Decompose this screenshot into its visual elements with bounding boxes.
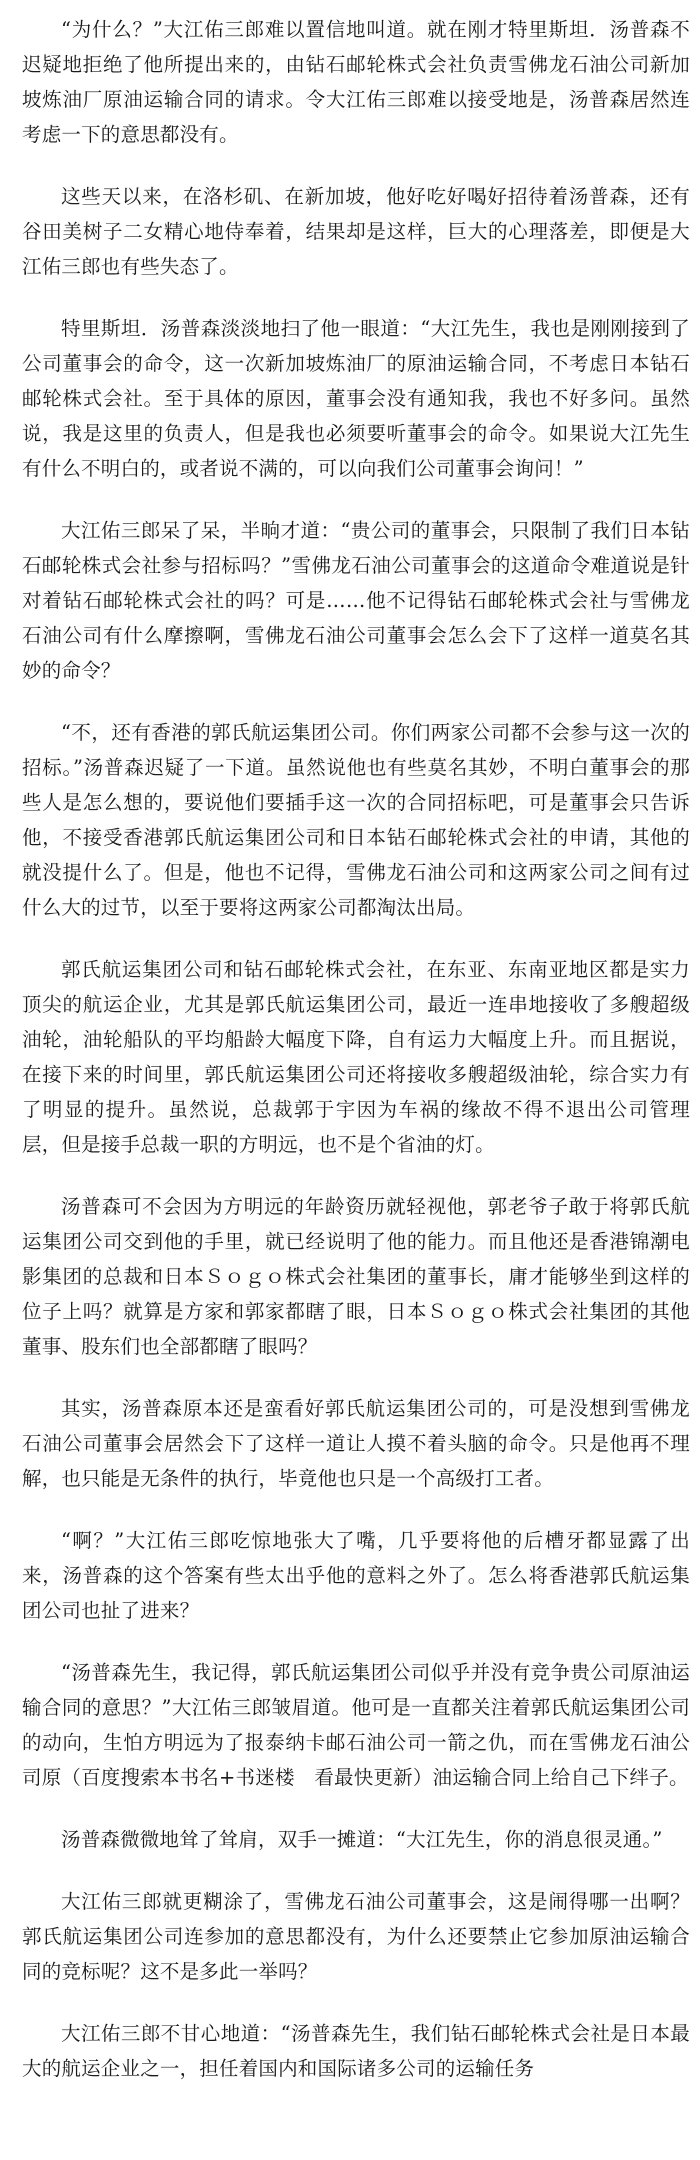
paragraph-3: 特里斯坦．汤普森淡淡地扫了他一眼道：“大江先生，我也是刚刚接到了公司董事会的命令，这一次新加坡炼油厂的原油运输合同，不考虑日本钻石邮轮株式会社。至于具体的原因，董事会没有通知我，我也不好多问。虽然说，我是这里的负责人，但是我也必须要听董事会的命令。如果说大江先生有什么不明白的，或者说不满的，可以向我们公司董事会询问！” — [22, 317, 690, 480]
paragraph-10: “汤普森先生，我记得，郭氏航运集团公司似乎并没有竞争贵公司原油运输合同的意思？”大江佑三郎皱眉道。他可是一直都关注着郭氏航运集团公司的动向，生怕方明远为了报泰纳卡邮石油公司一箭之仇，而在雪佛龙石油公司原（百度搜索本书名+书迷楼 看最快更新）油运输合同上给自己下绊子。 — [22, 1661, 690, 1789]
paragraph-5: “不，还有香港的郭氏航运集团公司。你们两家公司都不会参与这一次的招标。”汤普森迟疑了一下道。虽然说他也有些莫名其妙，不明白董事会的那些人是怎么想的，要说他们要插手这一次的合同招标吧，可是董事会只告诉他，不接受香港郭氏航运集团公司和日本钻石邮轮株式会社的申请，其他的就没提什么了。但是，他也不记得，雪佛龙石油公司和这两家公司之间有过什么大的过节，以至于要将这两家公司都淘汰出局。 — [22, 721, 690, 919]
paragraph-8: 其实，汤普森原本还是蛮看好郭氏航运集团公司的，可是没想到雪佛龙石油公司董事会居然会下了这样一道让人摸不着头脑的命令。只是他再不理解，也只能是无条件的执行，毕竟他也只是一个高级打工者。 — [22, 1397, 690, 1490]
paragraph-13: 大江佑三郎不甘心地道：“汤普森先生，我们钻石邮轮株式会社是日本最大的航运企业之一，担任着国内和国际诸多公司的运输任务 — [22, 2022, 690, 2080]
paragraph-12: 大江佑三郎就更糊涂了，雪佛龙石油公司董事会，这是闹得哪一出啊？郭氏航运集团公司连参加的意思都没有，为什么还要禁止它参加原油运输合同的竞标呢？这不是多此一举吗？ — [22, 1890, 690, 1983]
paragraph-2: 这些天以来，在洛杉矶、在新加坡，他好吃好喝好招待着汤普森，还有谷田美树子二女精心地侍奉着，结果却是这样，巨大的心理落差，即便是大江佑三郎也有些失态了。 — [22, 185, 690, 278]
paragraph-7: 汤普森可不会因为方明远的年龄资历就轻视他，郭老爷子敢于将郭氏航运集团公司交到他的手里，就已经说明了他的能力。而且他还是香港锦潮电影集团的总裁和日本Ｓｏｇｏ株式会社集团的董事长，庸才能够坐到这样的位子上吗？就算是方家和郭家都瞎了眼，日本Ｓｏｇｏ株式会社集团的其他董事、股东们也全部都瞎了眼吗？ — [22, 1195, 690, 1358]
paragraph-1: “为什么？”大江佑三郎难以置信地叫道。就在刚才特里斯坦．汤普森不迟疑地拒绝了他所提出来的，由钻石邮轮株式会社负责雪佛龙石油公司新加坡炼油厂原油运输合同的请求。令大江佑三郎难以接受地是，汤普森居然连考虑一下的意思都没有。 — [22, 18, 690, 146]
paragraph-4: 大江佑三郎呆了呆，半晌才道：“贵公司的董事会，只限制了我们日本钻石邮轮株式会社参与招标吗？”雪佛龙石油公司董事会的这道命令难道说是针对着钻石邮轮株式会社的吗？可是……他不记得钻石邮轮株式会社与雪佛龙石油公司有什么摩擦啊，雪佛龙石油公司董事会怎么会下了这样一道莫名其妙的命令？ — [22, 519, 690, 682]
paragraph-6: 郭氏航运集团公司和钻石邮轮株式会社，在东亚、东南亚地区都是实力顶尖的航运企业，尤其是郭氏航运集团公司，最近一连串地接收了多艘超级油轮，油轮船队的平均船龄大幅度下降，自有运力大幅度上升。而且据说，在接下来的时间里，郭氏航运集团公司还将接收多艘超级油轮，综合实力有了明显的提升。虽然说，总裁郭于宇因为车祸的缘故不得不退出公司管理层，但是接手总裁一职的方明远，也不是个省油的灯。 — [22, 958, 690, 1156]
paragraph-11: 汤普森微微地耸了耸肩，双手一摊道：“大江先生，你的消息很灵通。” — [61, 1828, 663, 1851]
paragraph-9: “啊？”大江佑三郎吃惊地张大了嘴，几乎要将他的后槽牙都显露了出来，汤普森的这个答案有些太出乎他的意料之外了。怎么将香港郭氏航运集团公司也扯了进来？ — [22, 1529, 690, 1622]
